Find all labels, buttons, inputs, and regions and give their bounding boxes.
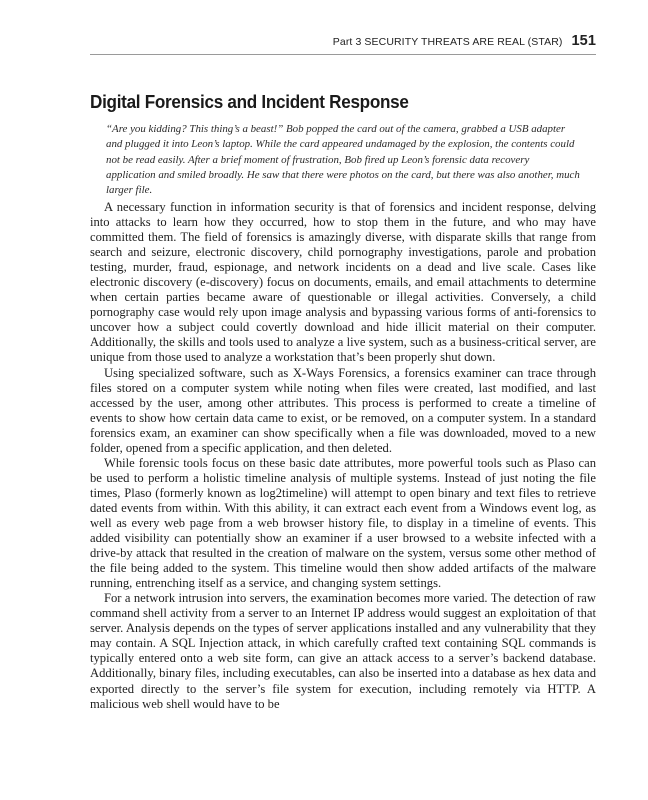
page-number: 151	[571, 33, 596, 49]
body-paragraph: While forensic tools focus on these basic date attributes, more powerful tools such as Plaso can be used to perform a holistic timeline analysis of multiple systems. Instead of just noting the file times, Plaso (formerly known as log2timeline) will attempt to open binary and text files to retrieve dated events from within. With this ability, it can extract each event from a Windows event log, as well as every web page from a web browser history file, to display in a timeline of events. This added visibility can potentially show an examiner if a user browsed to a website infected with a drive-by attack that resulted in the creation of malware on the system, versus some other method of the file being added to the system. This timeline would then show added artifacts of the malware running, entrenching itself as a service, and changing system settings.	[90, 455, 596, 591]
running-header	[90, 33, 596, 53]
section-title: Digital Forensics and Incident Response	[90, 92, 409, 112]
body-text	[90, 200, 596, 712]
body-paragraph: A necessary function in information security is that of forensics and incident response, delving into attacks to learn how they occurred, how to stop them in the future, and who may have committed them. The field of forensics is amazingly diverse, with disparate skills that range from search and seizure, electronic discovery, child pornography investigations, parole and probation testing, murder, fraud, espionage, and network incidents on a dead and live scale. Cases like electronic discovery (e-discovery) focus on documents, emails, and email attachments to determine when certain parties became aware of questionable or illegal activities. Conversely, a child pornography case would rely upon image analysis and bypassing various forms of anti-forensics to uncover how a subject could covertly download and hide illicit material on their computer. Additionally, the skills and tools used to analyze a live system, such as a business-critical server, are unique from those used to analyze a workstation that’s been properly shut down.	[90, 200, 596, 365]
running-title: Part 3 SECURITY THREATS ARE REAL (STAR)	[332, 36, 563, 48]
epigraph: “Are you kidding? This thing’s a beast!” Bob popped the card out of the camera, grabbed a USB adapter and plugged it into Leon’s laptop. While the card appeared undamaged by the explosion, the contents could not be read easily. After a brief moment of frustration, Bob fired up Leon’s forensic data recovery application and smiled broadly. He saw that there were photos on the card, but there was also another, much larger file.	[106, 123, 580, 197]
body-paragraph: Using specialized software, such as X-Ways Forensics, a forensics examiner can trace through files stored on a computer system while noting when files were created, last modified, and last accessed by the user, among other attributes. This process is performed to create a timeline of events to show how certain data came to exist, or be removed, on a computer system. In a standard forensics exam, an examiner can show specifically when a file was downloaded, moved to a new folder, opened from a specific application, and then deleted.	[90, 365, 596, 455]
body-paragraph: For a network intrusion into servers, the examination becomes more varied. The detection of raw command shell activity from a server to an Internet IP address would suggest an exploitation of that server. Analysis depends on the types of server applications installed and any vulnerability that they may contain. A SQL Injection attack, in which carefully crafted text containing SQL commands is typically entered onto a web site form, can give an attack access to a server’s backend database. Additionally, binary files, including executables, can also be inserted into a database as hex data and exported directly to the server’s file system for execution, including remotely via HTTP. A malicious web shell would have to be	[90, 591, 596, 711]
header-divider	[90, 54, 596, 55]
